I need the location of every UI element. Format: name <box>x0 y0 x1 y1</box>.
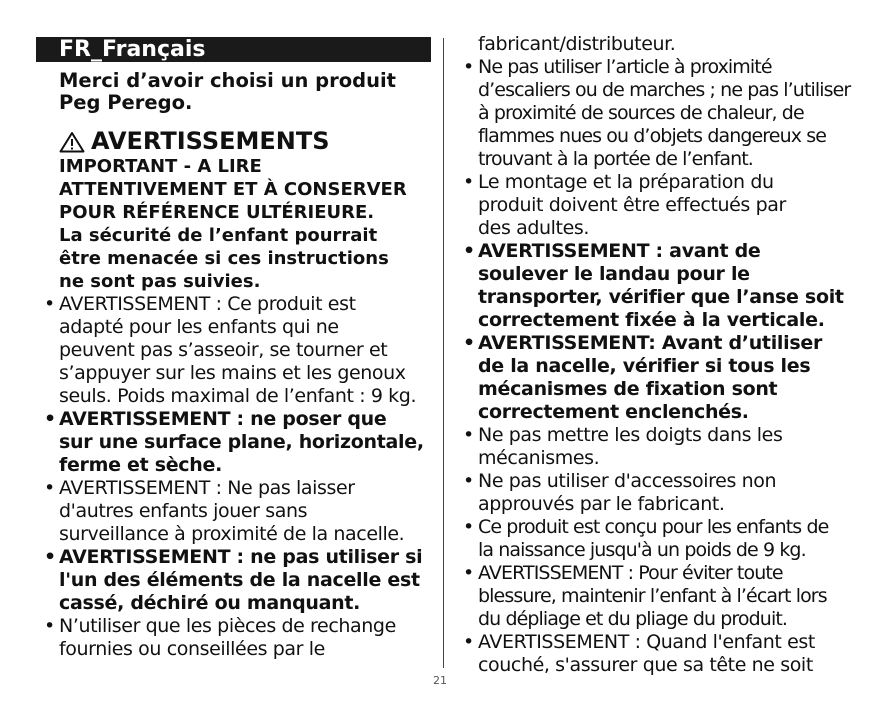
warning-item <box>463 562 860 631</box>
item-line: de la nacelle, vérifier si tous les <box>478 355 811 377</box>
important-line: IMPORTANT - A LIRE <box>59 156 262 177</box>
item-line: ferme et sèche. <box>59 454 222 476</box>
warning-item <box>463 631 860 677</box>
item-line: flammes nues ou d’objets dangereux se <box>478 125 827 147</box>
item-line: mécanismes de fixation sont <box>478 378 778 400</box>
item-line: peuvent pas s’asseoir, se tourner et <box>59 339 388 361</box>
warning-item <box>463 516 860 562</box>
warning-item <box>463 332 860 424</box>
item-line: AVERTISSEMENT: Avant d’utiliser <box>478 332 823 354</box>
item-line: à proximité de sources de chaleur, de <box>478 102 804 124</box>
warnings-title: AVERTISSEMENTS <box>91 127 330 155</box>
important-line: ATTENTIVEMENT ET À CONSERVER <box>59 179 407 200</box>
bullet-mark: • <box>44 408 57 430</box>
warning-item <box>463 240 860 332</box>
item-line: d’escaliers ou de marches ; ne pas l’utiliser <box>478 79 851 101</box>
bullet-mark: • <box>463 240 476 262</box>
bullet-mark: • <box>463 516 475 538</box>
item-line: correctement fixée à la verticale. <box>478 309 825 331</box>
warning-item <box>44 615 434 661</box>
item-line: AVERTISSEMENT : ne pas utiliser si <box>59 546 423 568</box>
item-line: la naissance jusqu'à un poids de 9 kg. <box>478 539 806 561</box>
item-line: adapté pour les enfants qui ne <box>59 316 339 338</box>
item-line: du dépliage et du pliage du produit. <box>478 608 788 630</box>
important-line: être menacée si ces instructions <box>59 248 389 269</box>
important-line: La sécurité de l’enfant pourrait <box>59 225 378 246</box>
item-line: fournies ou conseillées par le <box>59 638 325 660</box>
important-notice <box>59 155 434 293</box>
important-line: ne sont pas suivies. <box>59 271 261 292</box>
item-line: AVERTISSEMENT : Ne pas laisser <box>59 477 355 499</box>
item-line: AVERTISSEMENT : ne poser que <box>59 408 387 430</box>
item-line: Ce produit est conçu pour les enfants de <box>478 516 829 538</box>
item-line: couché, s'assurer que sa tête ne soit <box>478 654 813 676</box>
item-line: sur une surface plane, horizontale, <box>59 431 424 453</box>
item-line: AVERTISSEMENT : Quand l'enfant est <box>478 631 815 653</box>
bullet-mark: • <box>44 477 56 499</box>
item-line: surveillance à proximité de la nacelle. <box>59 523 405 545</box>
bullet-mark: • <box>463 631 475 653</box>
warning-item <box>463 424 860 470</box>
thank-you-note <box>59 70 434 114</box>
item-line: mécanismes. <box>478 447 600 469</box>
important-line: POUR RÉFÉRENCE ULTÉRIEURE. <box>59 202 375 223</box>
warning-item <box>44 408 434 477</box>
item-line: Ne pas utiliser d'accessoires non <box>478 470 777 492</box>
thanks-line: Merci d’avoir choisi un produit <box>59 69 396 92</box>
continued-text: fabricant/distributeur. <box>478 33 676 55</box>
bullet-mark: • <box>463 171 475 193</box>
left-column <box>44 69 434 661</box>
item-line: des adultes. <box>478 217 589 239</box>
bullet-mark: • <box>44 546 57 568</box>
item-line: correctement enclenchés. <box>478 401 749 423</box>
item-line: AVERTISSEMENT : Ce produit est <box>59 293 356 315</box>
bullet-mark: • <box>463 424 475 446</box>
warning-triangle-icon <box>59 131 85 153</box>
thanks-line: Peg Perego. <box>59 91 193 114</box>
item-line: s’appuyer sur les mains et les genoux <box>59 362 406 384</box>
language-header <box>36 37 431 62</box>
item-line: soulever le landau pour le <box>478 263 750 285</box>
item-line: Le montage et la préparation du <box>478 171 774 193</box>
warning-item <box>463 470 860 516</box>
bullet-mark: • <box>463 56 475 78</box>
item-line: transporter, vérifier que l’anse soit <box>478 286 844 308</box>
bullet-mark: • <box>44 293 56 315</box>
item-line: l'un des éléments de la nacelle est <box>59 569 420 591</box>
item-line: trouvant à la portée de l’enfant. <box>478 148 753 170</box>
item-line: d'autres enfants jouer sans <box>59 500 308 522</box>
warning-item <box>44 477 434 546</box>
item-line: Ne pas utiliser l’article à proximité <box>478 56 772 78</box>
item-line: blessure, maintenir l’enfant à l’écart lors <box>478 585 827 607</box>
item-line: N’utiliser que les pièces de rechange <box>59 615 396 637</box>
bullet-mark: • <box>44 615 56 637</box>
item-line: AVERTISSEMENT : Pour éviter toute <box>478 562 783 584</box>
warning-item <box>463 56 860 171</box>
item-line: approuvés par le fabricant. <box>478 493 725 515</box>
bullet-mark: • <box>463 332 476 354</box>
item-line: cassé, déchiré ou manquant. <box>59 592 361 614</box>
warning-item <box>44 546 434 615</box>
warning-item <box>44 293 434 408</box>
warnings-heading <box>59 128 434 155</box>
language-label: FR_Français <box>59 37 206 62</box>
page-number: 21 <box>433 674 447 687</box>
item-line: seuls. Poids maximal de l’enfant : 9 kg. <box>59 385 417 407</box>
bullet-mark: • <box>463 470 475 492</box>
item-line: Ne pas mettre les doigts dans les <box>478 424 783 446</box>
right-column <box>463 33 860 677</box>
item-line: AVERTISSEMENT : avant de <box>478 240 761 262</box>
item-line: produit doivent être effectués par <box>478 194 786 216</box>
column-divider <box>443 38 444 668</box>
bullet-mark: • <box>463 562 475 584</box>
warning-item <box>463 171 860 240</box>
